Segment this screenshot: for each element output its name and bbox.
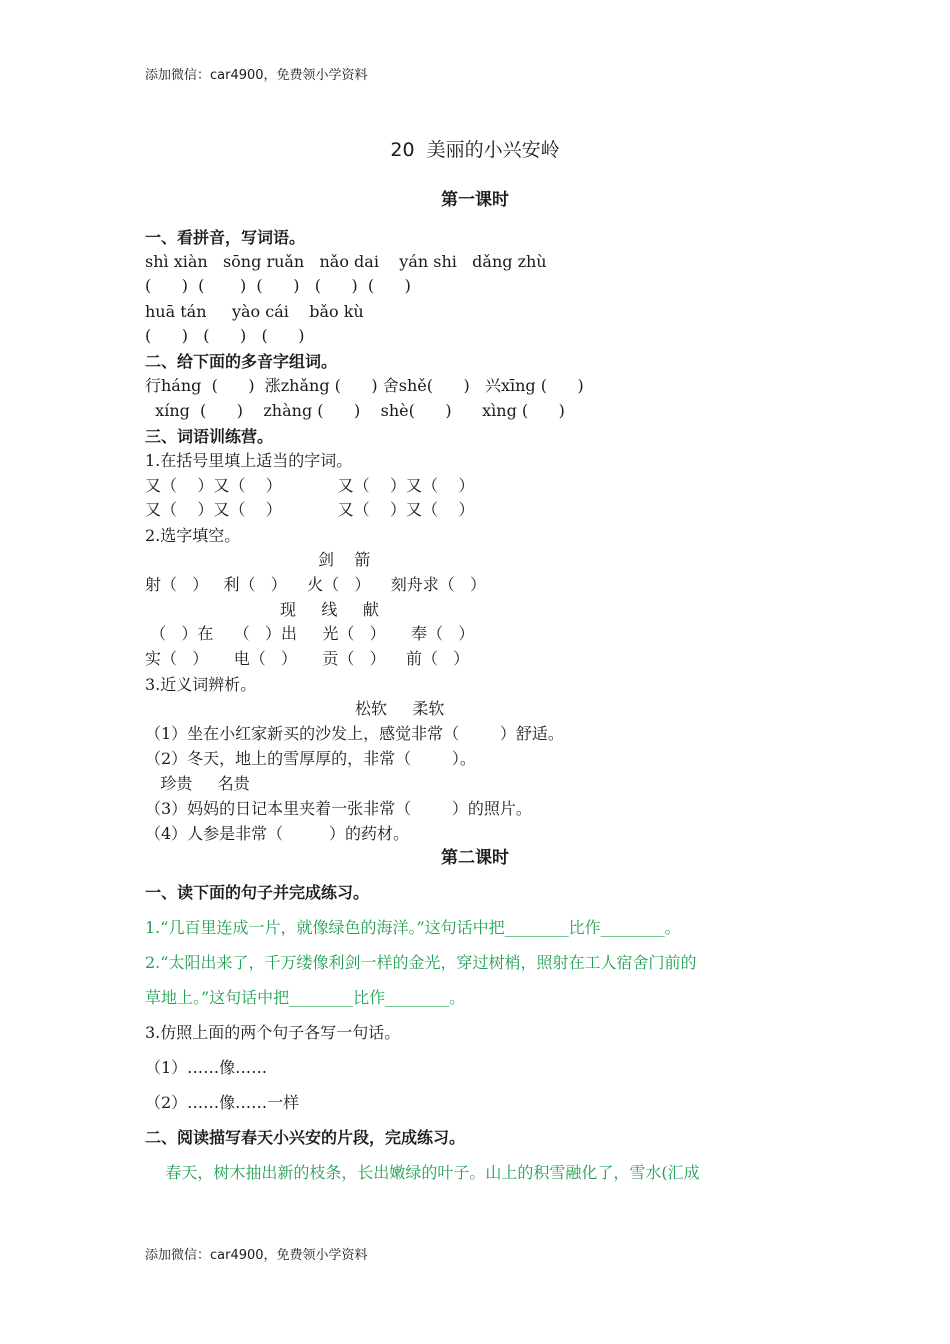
pinyin-row-1: shì xiàn sōng ruǎn nǎo dai yán shi dǎng zhù (145, 252, 547, 271)
header-note: 添加微信：car4900，免费领小学资料 (145, 68, 368, 83)
blank-row-1: ( ) ( ) ( ) ( ) ( ) (145, 276, 411, 295)
polyphone-row-2: xíng ( ) zhàng ( ) shè( ) xìng ( ) (145, 401, 565, 420)
q3-text: 3.近义词辨析。 (145, 675, 257, 694)
polyphone-row-1: 行háng ( ) 涨zhǎng ( ) 舍shě( ) 兴xīng ( ) (145, 376, 584, 395)
q2-row-1: 射（ ） 利（ ） 火（ ） 刻舟求（ ） (145, 575, 486, 594)
q2-words-1: 剑 箭 (318, 550, 371, 569)
q3-sentence-2: （2）冬天，地上的雪厚厚的，非常（ ）。 (145, 749, 476, 768)
lesson1-heading: 第一课时 (441, 190, 509, 210)
q2-row-2: （ ）在 （ ）出 光（ ） 奉（ ） (145, 624, 475, 643)
l2-sec2-heading: 二、阅读描写春天小兴安的片段，完成练习。 (145, 1128, 466, 1147)
sec2-heading: 二、给下面的多音字组词。 (145, 352, 338, 371)
q1-text: 1.在括号里填上适当的字词。 (145, 451, 353, 470)
lesson2-heading: 第二课时 (441, 848, 509, 868)
l2-q1: 1.“几百里连成一片，就像绿色的海洋。”这句话中把________比作________。 (145, 918, 681, 937)
q2-row-3: 实（ ） 电（ ） 贡（ ） 前（ ） (145, 649, 470, 668)
q3-sentence-4: （4）人参是非常（ ）的药材。 (145, 824, 409, 843)
footer-note: 添加微信：car4900，免费领小学资料 (145, 1248, 368, 1263)
l2-q3-1: （1）……像…… (145, 1058, 268, 1077)
q3-words-2: 珍贵 名贵 (140, 774, 250, 793)
l2-q2-line-2: 草地上。”这句话中把________比作________。 (145, 988, 466, 1007)
l2-passage: 春天，树木抽出新的枝条，长出嫩绿的叶子。山上的积雪融化了，雪水(汇成 (145, 1163, 700, 1182)
page-title: 20 美丽的小兴安岭 (390, 139, 560, 161)
sec3-heading: 三、词语训练营。 (145, 427, 274, 446)
l2-sec1-heading: 一、读下面的句子并完成练习。 (145, 883, 370, 902)
q1-row-2: 又（ ）又（ ） 又（ ）又（ ） (145, 500, 475, 519)
sec1-heading: 一、看拼音，写词语。 (145, 228, 306, 247)
blank-row-2: ( ) ( ) ( ) (145, 326, 305, 345)
q1-row-1: 又（ ）又（ ） 又（ ）又（ ） (145, 476, 475, 495)
q2-text: 2.选字填空。 (145, 526, 241, 545)
pinyin-row-2: huā tán yào cái bǎo kù (145, 302, 364, 321)
l2-q3: 3.仿照上面的两个句子各写一句话。 (145, 1023, 401, 1042)
q2-words-2: 现 线 献 (280, 600, 379, 619)
l2-q3-2: （2）……像……一样 (145, 1093, 300, 1112)
q3-words-1: 松软 柔软 (355, 699, 445, 718)
q3-sentence-1: （1）坐在小红家新买的沙发上，感觉非常（ ）舒适。 (145, 724, 564, 743)
q3-sentence-3: （3）妈妈的日记本里夹着一张非常（ ）的照片。 (145, 799, 532, 818)
l2-q2-line-1: 2.“太阳出来了，千万缕像利剑一样的金光，穿过树梢，照射在工人宿舍门前的 (145, 953, 697, 972)
